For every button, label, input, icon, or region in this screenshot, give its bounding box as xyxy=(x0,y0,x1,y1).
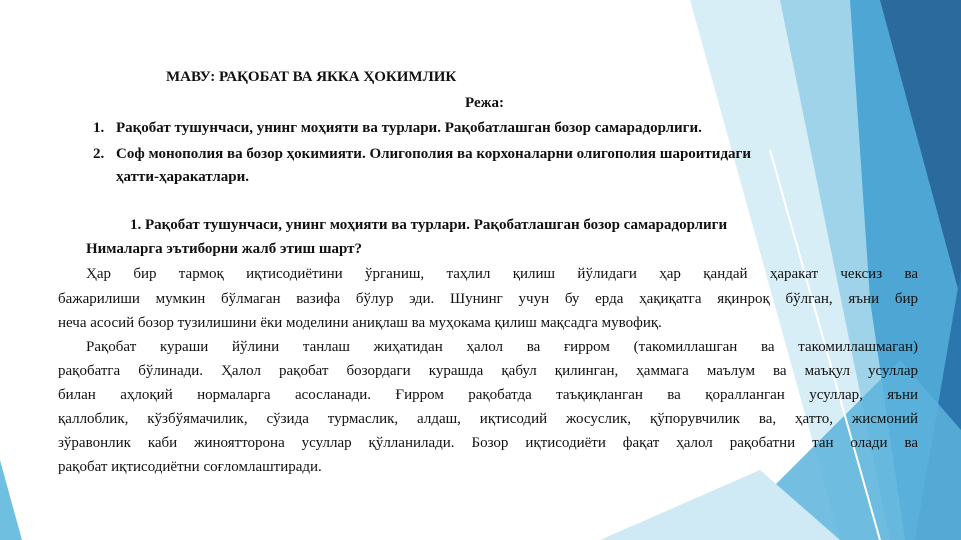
slide-title: МАВУ: РАҚОБАТ ВА ЯККА ҲОКИМЛИК xyxy=(166,69,457,85)
plan-item-2-number: 2. xyxy=(93,146,105,162)
section-heading: 1. Рақобат тушунчаси, унинг моҳияти ва турлари. Рақобатлашган бозор самарадорлиги xyxy=(130,217,728,233)
paragraph2-line6: рақобат иқтисодиётни соғломлаштиради. xyxy=(58,459,322,475)
paragraph2-line4: қаллоблик, кўзбўямачилик, сўзида турмаслик, алдаш, иқтисодий жосуслик, қўпорувчилик ва, ҳатто, жисмоний xyxy=(58,411,918,427)
paragraph2-line1: Рақобат кураши йўлини танлаш жиҳатидан ҳалол ва ғирром (такомиллашган ва такомиллашмаган) xyxy=(86,339,918,355)
paragraph2-line2: рақобатга бўлинади. Ҳалол рақобат бозордаги курашда қабул қилинган, ҳаммага маълум ва маъқул усуллар xyxy=(58,363,918,379)
paragraph1-line2: бажарилиши мумкин бўлмаган вазифа бўлур эди. Шунинг учун бу ерда ҳақиқатга яқинроқ бўлган, яъни бир xyxy=(58,291,918,307)
paragraph1-line1: Ҳар бир тармоқ иқтисодиётини ўрганиш, таҳлил қилиш йўлидаги ҳар қандай ҳаракат чексиз ва xyxy=(86,266,918,282)
plan-heading: Режа: xyxy=(465,95,504,111)
plan-item-1-text: Рақобат тушунчаси, унинг моҳияти ва турлари. Рақобатлашган бозор самарадорлиги. xyxy=(116,120,702,136)
paragraph2-line5: зўравонлик каби жиноятторона усуллар қўлланилади. Бозор иқтисодиёти фақат ҳалол рақобатни тан олади ва xyxy=(58,435,918,451)
plan-item-2-text-line2: ҳатти-ҳаракатлари. xyxy=(116,169,250,185)
plan-item-1-number: 1. xyxy=(93,120,105,136)
attention-line: Нималарга эътиборни жалб этиш шарт? xyxy=(86,241,363,257)
plan-item-2-text-line1: Соф монополия ва бозор ҳокимияти. Олигополия ва корхоналарни олигополия шароитидаги xyxy=(116,146,751,162)
paragraph1-line3: неча асосий бозор тузилишини ёки моделини аниқлаш ва муҳокама қилиш мақсадга мувофиқ. xyxy=(58,315,662,331)
paragraph2-line3: билан аҳлоқий нормаларга асосланади. Ғирром рақобатда таъқиқланган ва қоралланган усуллар, яъни xyxy=(58,387,918,403)
